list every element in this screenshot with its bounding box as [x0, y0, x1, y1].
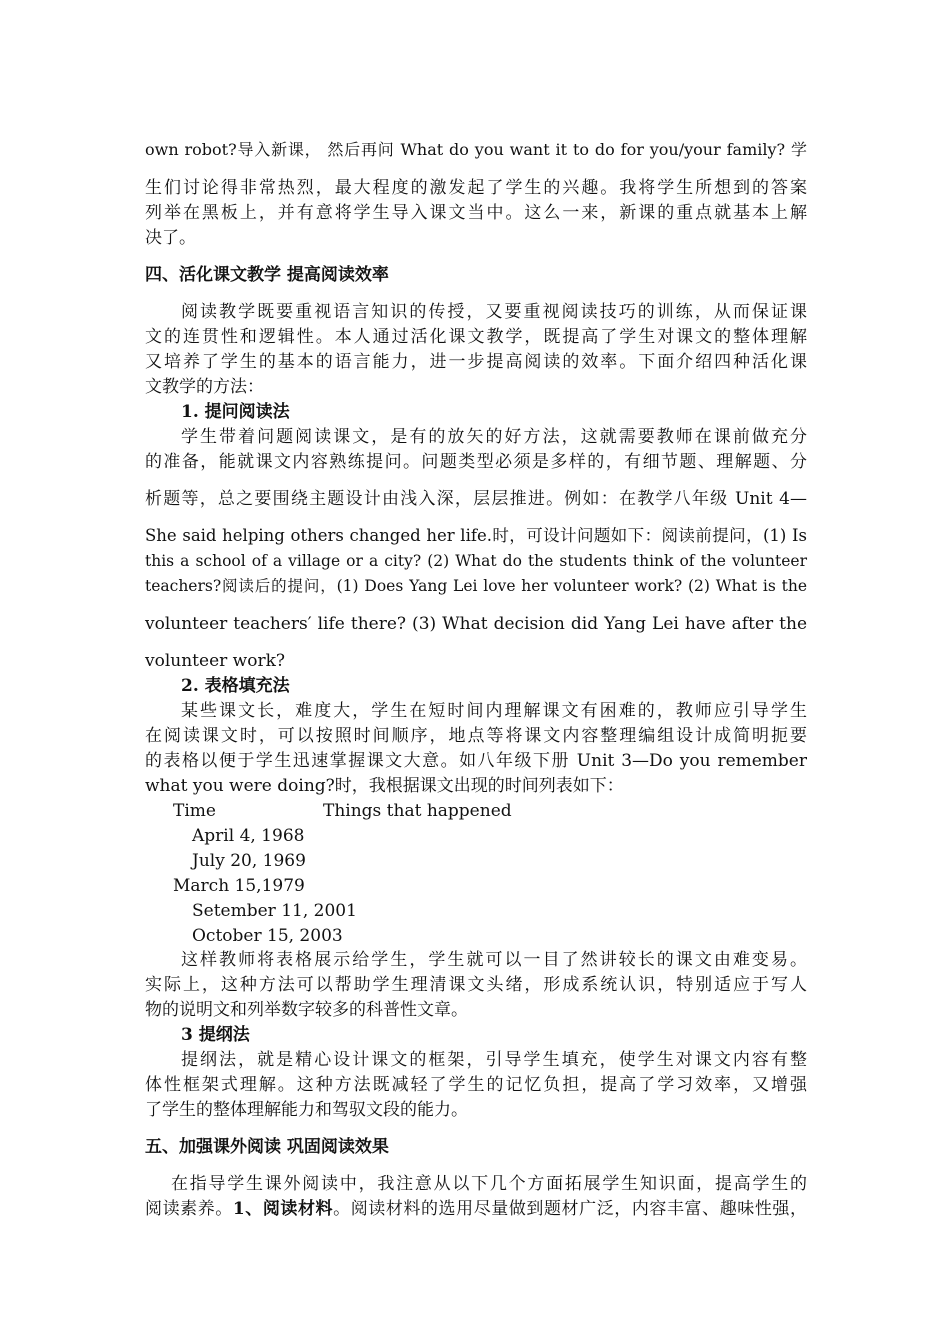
table-date: Setember 11, 2001: [192, 901, 357, 921]
subsection-heading: 3 提纲法: [181, 1025, 250, 1045]
text-run: 阅读素养。: [145, 1199, 233, 1219]
text-line: 学生带着问题阅读课文，是有的放矢的好方法，这就需要教师在课前做充分: [181, 427, 807, 447]
text-line: volunteer work?: [145, 651, 285, 671]
text-line: 提纲法，就是精心设计课文的框架，引导学生填充，使学生对课文内容有整: [181, 1050, 807, 1070]
text-line: 物的说明文和列举数字较多的科普性文章。: [145, 1000, 468, 1020]
table-header-events: Things that happened: [323, 801, 512, 821]
text-line: own robot?导入新课， 然后再问 What do you want it to do for you/your family? 学: [145, 140, 807, 159]
text-line: 生们讨论得非常热烈，最大程度的激发起了学生的兴趣。我将学生所想到的答案: [145, 178, 807, 198]
text-line: teachers?阅读后的提问，(1) Does Yang Lei love her volunteer work? (2) What is the: [145, 577, 807, 595]
table-date: April 4, 1968: [192, 826, 305, 846]
text-line: 阅读教学既要重视语言知识的传授，又要重视阅读技巧的训练，从而保证课: [181, 302, 807, 322]
text-line: 的表格以便于学生迅速掌握课文大意。如八年级下册 Unit 3—Do you remember: [145, 751, 807, 771]
text-line: 实际上，这种方法可以帮助学生理清课文头绪，形成系统认识，特别适应于写人: [145, 975, 807, 995]
inline-bold-term: 1、阅读材料: [232, 1199, 334, 1219]
table-header-time: Time: [173, 801, 216, 821]
subsection-heading: 2. 表格填充法: [181, 676, 290, 696]
subsection-heading: 1. 提问阅读法: [181, 402, 290, 422]
text-line: 了学生的整体理解能力和驾驭文段的能力。: [145, 1100, 468, 1120]
text-line: 决了。: [145, 228, 196, 248]
table-date: October 15, 2003: [192, 926, 343, 946]
text-line: She said helping others changed her life.时，可设计问题如下：阅读前提问，(1) Is: [145, 526, 807, 545]
text-line: 的准备，能就课文内容熟练提问。问题类型必须是多样的，有细节题、理解题、分: [145, 452, 807, 472]
table-date: March 15,1979: [173, 876, 305, 896]
text-line: 文教学的方法：: [145, 377, 264, 397]
text-run: 。阅读材料的选用尽量做到题材广泛，内容丰富、趣味性强，: [333, 1199, 807, 1219]
text-line: 析题等，总之要围绕主题设计由浅入深，层层推进。例如：在教学八年级 Unit 4—: [145, 489, 807, 509]
section-heading: 四、活化课文教学 提高阅读效率: [145, 265, 389, 285]
text-line: 体性框架式理解。这种方法既减轻了学生的记忆负担，提高了学习效率，又增强: [145, 1075, 807, 1095]
text-line: what you were doing?时，我根据课文出现的时间列表如下：: [145, 776, 624, 796]
section-heading: 五、加强课外阅读 巩固阅读效果: [145, 1137, 389, 1157]
text-line: 又培养了学生的基本的语言能力，进一步提高阅读的效率。下面介绍四种活化课: [145, 352, 807, 372]
text-line: 在指导学生课外阅读中，我注意从以下几个方面拓展学生知识面，提高学生的: [171, 1174, 807, 1194]
text-line: this a school of a village or a city? (2) What do the students think of the volunteer: [145, 552, 807, 570]
text-line: 文的连贯性和逻辑性。本人通过活化课文教学，既提高了学生对课文的整体理解: [145, 327, 807, 347]
text-line-mixed: [145, 1198, 807, 1220]
text-line: 在阅读课文时，可以按照时间顺序，地点等将课文内容整理编组设计成简明扼要: [145, 726, 807, 746]
text-line: 列举在黑板上，并有意将学生导入课文当中。这么一来，新课的重点就基本上解: [145, 203, 807, 223]
text-line: 这样教师将表格展示给学生，学生就可以一目了然讲较长的课文由难变易。: [181, 950, 807, 970]
text-line: volunteer teachers′ life there? (3) What decision did Yang Lei have after the: [145, 614, 807, 634]
table-date: July 20, 1969: [192, 851, 306, 871]
text-line: 某些课文长，难度大，学生在短时间内理解课文有困难的，教师应引导学生: [181, 701, 807, 721]
